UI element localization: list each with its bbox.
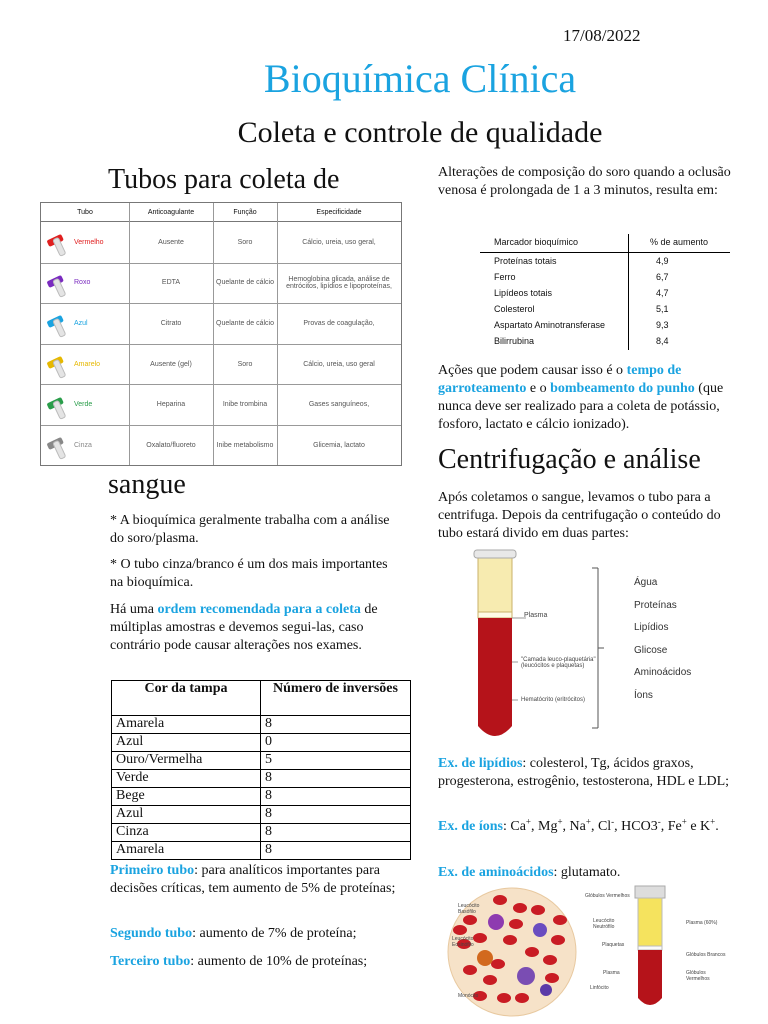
tube-cell xyxy=(41,384,129,425)
monocyte-cell xyxy=(517,967,535,985)
marker-row xyxy=(480,269,730,285)
marker-row xyxy=(480,285,730,301)
lipids-text: : colesterol, Tg, ácidos graxos, progesterona, estrogênio, testosterona, HDL e LDL; xyxy=(438,756,730,789)
small-tube-plasma xyxy=(638,898,662,946)
inversion-row xyxy=(112,752,411,770)
tube-cell xyxy=(41,425,129,466)
marker-header-pct: % de aumento xyxy=(650,237,709,247)
inversion-count: 8 xyxy=(261,842,411,860)
inversion-count: 0 xyxy=(261,734,411,752)
small-tube-label-vermelhos: Glóbulos Vermelhos xyxy=(686,970,710,982)
note-soro: * A bioquímica geralmente trabalha com a análise do soro/plasma. xyxy=(110,513,390,546)
small-tube-cap xyxy=(635,886,665,898)
plasma-component: Proteínas xyxy=(634,599,677,611)
inversion-count: 8 xyxy=(261,806,411,824)
specificity-cell: Cálcio, ureia, uso geral xyxy=(303,360,375,368)
tube-cell xyxy=(41,263,129,304)
tube-cell xyxy=(41,344,129,385)
amino-label: Ex. de aminoácidos xyxy=(438,865,554,880)
order-pre: Há uma xyxy=(110,602,158,617)
third-tube-paragraph xyxy=(110,953,400,971)
red-blood-cell xyxy=(513,903,527,913)
buffy-layer xyxy=(478,612,512,618)
red-blood-cell xyxy=(553,915,567,925)
plasma-component: Água xyxy=(634,577,658,588)
header-cell: Tubo xyxy=(77,208,93,216)
lymphocyte-cell xyxy=(540,984,552,996)
small-tube-rbc xyxy=(638,950,662,1005)
second-tube-text: : aumento de 7% de proteína; xyxy=(192,926,357,941)
specificity-cell: Glicemia, lactato xyxy=(313,441,365,449)
inversion-header-count: Número de inversões xyxy=(261,681,411,716)
inversion-color: Azul xyxy=(112,734,261,752)
function-cell: Quelante de cálcio xyxy=(216,279,274,287)
eosinophil-cell xyxy=(477,950,493,966)
red-blood-cell xyxy=(545,973,559,983)
tube-row xyxy=(41,425,401,466)
marker-value: 5,1 xyxy=(656,304,669,314)
second-tube-label: Segundo tubo xyxy=(110,926,193,941)
tube-table xyxy=(40,202,402,466)
plasma-component: Lipídios xyxy=(634,622,669,633)
tube-cell xyxy=(41,222,129,263)
inversion-color: Azul xyxy=(112,806,261,824)
plasma-component: Íons xyxy=(634,689,653,701)
inversion-color: Bege xyxy=(112,788,261,806)
ions-example: Ex. de íons: Ca+, Mg+, Na+, Cl-, HCO3-, Fe+ e K+. xyxy=(438,816,719,834)
header-cell: Especificidade xyxy=(316,208,362,216)
centrifugation-heading: Centrifugação e análise xyxy=(438,444,701,475)
actions-highlight-punho: bombeamento do punho xyxy=(550,381,695,396)
function-cell: Inibe trombina xyxy=(222,401,268,409)
red-blood-cell xyxy=(453,925,467,935)
tube-icon xyxy=(44,306,70,340)
tube-label-hematocrit: Hematócrito (eritrócitos) xyxy=(521,697,586,703)
anticoagulant-cell: Citrato xyxy=(160,319,182,327)
inversion-color: Cinza xyxy=(112,824,261,842)
occlusion-intro: Alterações de composição do soro quando a oclusão venosa é prolongada de 1 a 3 minutos, resulta em: xyxy=(438,165,731,198)
inversion-count: 8 xyxy=(261,770,411,788)
marker-value: 4,7 xyxy=(656,288,669,298)
column-divider xyxy=(277,203,278,465)
marker-name: Aspartato Aminotransferase xyxy=(494,320,606,330)
tubes-heading-part1: Tubos para coleta de xyxy=(108,164,340,195)
small-tube-buffy xyxy=(638,946,662,950)
inversion-row xyxy=(112,806,411,824)
marker-value: 8,4 xyxy=(656,336,669,346)
label-neutrofilo: Leucócito Neutrófilo xyxy=(593,918,615,930)
label-plasma-smear: Plasma xyxy=(603,970,620,976)
order-post: de múltiplas amostras e devemos segui-las, caso contrário pode causar alterações nos exames. xyxy=(110,602,378,653)
centrifugation-text: Após coletamos o sangue, levamos o tubo para a centrifuga. Depois da centrifugação o conteúdo do tubo estará divido em duas partes: xyxy=(438,490,721,541)
tube-label-buffy: "Camada leuco-plaquetária" (leucócitos e plaquetas) xyxy=(521,657,596,669)
inversion-count: 8 xyxy=(261,788,411,806)
order-paragraph xyxy=(110,601,400,655)
marker-value: 9,3 xyxy=(656,320,669,330)
specificity-cell: Hemoglobina glicada, análise de entrócitos, lipídios e lipoproteínas, xyxy=(286,275,392,290)
tube-row xyxy=(41,303,401,345)
tube-row xyxy=(41,222,401,264)
label-plaquetas: Plaquetas xyxy=(602,942,625,948)
tube-row xyxy=(41,344,401,386)
date: 17/08/2022 xyxy=(563,26,641,45)
inversion-row xyxy=(112,734,411,752)
marker-row xyxy=(480,317,730,333)
tube-label-plasma: Plasma xyxy=(524,612,548,619)
label-monocito: Monócito xyxy=(458,993,479,999)
inversion-header-color: Cor da tampa xyxy=(112,681,261,716)
amino-text: : glutamato. xyxy=(553,865,621,880)
label-eosinofilo: Leucócito Eosinófilo xyxy=(452,936,474,948)
label-basofilo: Leucócito Basófilo xyxy=(458,903,480,915)
label-hemacias: Glóbulos Vermelhos xyxy=(585,893,630,899)
label-linfocito: Linfócito xyxy=(590,985,609,991)
plasma-components-list xyxy=(634,572,691,707)
actions-highlight-garrote: tempo de garroteamento xyxy=(438,363,682,396)
tube-icon xyxy=(44,225,70,259)
function-cell: Soro xyxy=(237,238,253,246)
tubes-heading-part2: sangue xyxy=(108,469,186,500)
neutrophil-cell xyxy=(533,923,547,937)
tube-color-label: Verde xyxy=(74,401,93,409)
red-blood-cell xyxy=(509,919,523,929)
tube-row xyxy=(41,263,401,305)
header-cell: Anticoagulante xyxy=(147,208,195,216)
ions-label: Ex. de íons xyxy=(438,819,503,834)
function-cell: Soro xyxy=(237,360,253,368)
tube-color-label: Azul xyxy=(74,319,88,327)
marker-header-name: Marcador bioquímico xyxy=(494,237,579,247)
inversion-row xyxy=(112,842,411,860)
actions-paragraph xyxy=(438,362,738,434)
tube-color-label: Cinza xyxy=(74,441,92,449)
marker-name: Proteínas totais xyxy=(494,256,557,266)
marker-name: Lipídeos totais xyxy=(494,288,553,298)
red-blood-cell xyxy=(497,993,511,1003)
anticoagulant-cell: Ausente xyxy=(158,238,184,246)
marker-table xyxy=(480,234,730,349)
marker-value: 6,7 xyxy=(656,272,669,282)
red-blood-cell xyxy=(483,975,497,985)
tube-icon xyxy=(44,428,70,462)
inversion-color: Verde xyxy=(112,770,261,788)
page-title: Bioquímica Clínica xyxy=(263,56,577,101)
inversion-color: Amarela xyxy=(112,842,261,860)
red-blood-cell xyxy=(463,965,477,975)
first-tube-paragraph xyxy=(110,862,400,898)
function-cell: Inibe metabolismo xyxy=(216,441,274,449)
column-divider xyxy=(129,203,130,465)
note-cinza: * O tubo cinza/branco é um dos mais importantes na bioquímica. xyxy=(110,557,388,590)
red-blood-cell xyxy=(551,935,565,945)
tube-rim xyxy=(474,550,516,558)
blood-cells-illustration xyxy=(440,880,740,1020)
anticoagulant-cell: Ausente (gel) xyxy=(150,360,192,368)
centrifuged-tube-illustration xyxy=(470,548,740,748)
inversion-count: 8 xyxy=(261,824,411,842)
anticoagulant-cell: Oxalato/fluoreto xyxy=(146,441,196,449)
tube-icon xyxy=(44,266,70,300)
basophil-cell xyxy=(488,914,504,930)
second-tube-paragraph xyxy=(110,925,400,943)
inversion-row xyxy=(112,824,411,842)
anticoagulant-cell: Heparina xyxy=(156,401,186,409)
order-highlight: ordem recomendada para a coleta xyxy=(157,602,361,617)
red-blood-cell xyxy=(493,895,507,905)
actions-post: (que nunca deve ser realizado para a coleta de potássio, fosforo, lactato e cálcio ionizado). xyxy=(438,381,724,432)
inversion-table xyxy=(111,680,411,860)
tube-icon xyxy=(44,347,70,381)
red-blood-cell xyxy=(525,947,539,957)
actions-mid: e o xyxy=(526,381,551,396)
red-blood-cell xyxy=(543,955,557,965)
plasma-component: Aminoácidos xyxy=(634,667,692,678)
marker-row xyxy=(480,333,730,349)
first-tube-label: Primeiro tubo xyxy=(110,863,195,878)
red-blood-cell xyxy=(503,935,517,945)
marker-row xyxy=(480,301,730,317)
column-divider xyxy=(213,203,214,465)
inversion-count: 5 xyxy=(261,752,411,770)
inversion-count: 8 xyxy=(261,716,411,734)
third-tube-label: Terceiro tubo xyxy=(110,954,191,969)
tube-icon xyxy=(44,388,70,422)
tube-color-label: Amarelo xyxy=(74,360,101,368)
red-blood-cell xyxy=(463,915,477,925)
inversion-color: Amarela xyxy=(112,716,261,734)
marker-name: Ferro xyxy=(494,272,516,282)
inversion-row xyxy=(112,770,411,788)
red-blood-cell xyxy=(491,959,505,969)
tube-color-label: Roxo xyxy=(74,279,91,287)
anticoagulant-cell: EDTA xyxy=(161,279,181,287)
inversion-row xyxy=(112,716,411,734)
plasma-layer xyxy=(478,556,512,612)
hematocrit-layer xyxy=(478,618,512,736)
lipids-label: Ex. de lipídios xyxy=(438,756,523,771)
marker-table-header xyxy=(480,234,730,253)
red-blood-cell xyxy=(515,993,529,1003)
actions-pre: Ações que podem causar isso é o xyxy=(438,363,627,378)
inversion-row xyxy=(112,788,411,806)
small-tube-label-plasma: Plasma (60%) xyxy=(686,920,718,926)
tube-row xyxy=(41,384,401,426)
marker-value: 4,9 xyxy=(656,256,669,266)
red-blood-cell xyxy=(531,905,545,915)
marker-row xyxy=(480,253,730,269)
specificity-cell: Gases sanguíneos, xyxy=(308,401,370,409)
plasma-component: Glicose xyxy=(634,644,668,656)
marker-name: Colesterol xyxy=(494,304,535,314)
first-tube-text: : para analíticos importantes para decisões críticas, tem aumento de 5% de proteínas; xyxy=(110,863,396,896)
tube-color-label: Vermelho xyxy=(74,238,104,246)
tube-cell xyxy=(41,303,129,344)
specificity-cell: Provas de coagulação, xyxy=(303,319,375,327)
specificity-cell: Cálcio, ureia, uso geral, xyxy=(302,238,376,246)
tube-table-header xyxy=(41,203,401,222)
header-cell: Função xyxy=(233,208,257,216)
page-subtitle: Coleta e controle de qualidade xyxy=(237,116,603,149)
third-tube-text: : aumento de 10% de proteínas; xyxy=(190,954,368,969)
lipids-example xyxy=(438,755,738,791)
function-cell: Quelante de cálcio xyxy=(216,319,274,327)
small-tube-label-brancos: Glóbulos Brancos xyxy=(686,952,726,958)
inversion-color: Ouro/Vermelha xyxy=(112,752,261,770)
marker-table-divider xyxy=(628,234,629,350)
marker-name: Bilirrubina xyxy=(494,336,535,346)
